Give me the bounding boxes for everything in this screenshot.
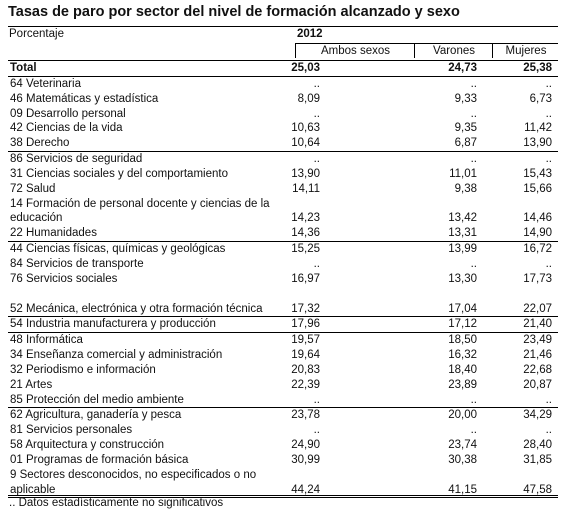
value-varones: 23,74 <box>448 439 477 452</box>
value-mujeres: 47,58 <box>523 483 552 496</box>
table-row <box>8 272 558 287</box>
value-mujeres: .. <box>545 107 552 120</box>
table-row <box>8 317 558 333</box>
row-label: 62 Agricultura, ganadería y pesca <box>10 409 182 422</box>
table-row <box>8 167 558 182</box>
value-varones: .. <box>470 153 477 166</box>
value-mujeres: 22,68 <box>523 363 552 376</box>
value-ambos: 10,63 <box>291 122 320 135</box>
row-label: 81 Servicios personales <box>10 424 133 437</box>
table-row <box>8 453 558 468</box>
value-mujeres: 11,42 <box>524 122 552 135</box>
value-mujeres: 13,90 <box>523 137 552 150</box>
row-label: 46 Matemáticas y estadística <box>10 92 159 105</box>
value-varones: 13,30 <box>448 272 477 285</box>
table-title: Tasas de paro por sector del nivel de formación alcanzado y sexo <box>8 4 460 20</box>
row-label: 9 Sectores desconocidos, no especificados o no aplicable <box>10 468 257 496</box>
value-varones: 17,12 <box>448 318 477 331</box>
table-row <box>8 302 558 318</box>
row-label: 22 Humanidades <box>10 227 97 240</box>
value-varones: .. <box>470 257 477 270</box>
value-mujeres: 15,66 <box>523 182 552 195</box>
value-varones: .. <box>470 107 477 120</box>
value-varones: 18,50 <box>448 334 477 347</box>
data-table <box>8 61 558 498</box>
value-ambos: 30,99 <box>291 453 320 466</box>
value-mujeres: .. <box>545 77 552 90</box>
table-row <box>8 77 558 92</box>
value-ambos: 16,97 <box>291 272 320 285</box>
value-ambos: .. <box>313 153 320 166</box>
table-row <box>8 92 558 107</box>
value-mujeres: 21,46 <box>523 349 552 362</box>
value-mujeres: 31,85 <box>523 453 552 466</box>
table-row <box>8 197 558 227</box>
col-header-mujeres: Mujeres <box>492 44 559 58</box>
value-varones: 9,35 <box>454 122 477 135</box>
value-ambos: 24,90 <box>291 439 320 452</box>
table-row <box>8 423 558 438</box>
row-label: 09 Desarrollo personal <box>10 107 126 120</box>
value-ambos: .. <box>313 107 320 120</box>
value-ambos: .. <box>313 257 320 270</box>
value-mujeres: 25,38 <box>523 62 552 74</box>
value-ambos: 14,36 <box>291 227 320 240</box>
col-header-varones: Varones <box>414 44 493 58</box>
unit-label: Porcentaje <box>9 28 64 40</box>
value-varones: 13,31 <box>448 227 477 240</box>
table-row <box>8 226 558 242</box>
value-varones: .. <box>470 424 477 437</box>
row-label: 44 Ciencias físicas, químicas y geológicas <box>10 243 226 256</box>
year-header: 2012 <box>297 28 323 40</box>
value-mujeres: 34,29 <box>523 409 552 422</box>
value-mujeres: .. <box>545 153 552 166</box>
row-label: 32 Periodismo e información <box>10 363 156 376</box>
row-label: 85 Protección del medio ambiente <box>10 393 184 406</box>
value-mujeres: 21,40 <box>523 318 552 331</box>
row-label: 38 Derecho <box>10 137 70 150</box>
header-top-rule <box>8 26 558 27</box>
value-varones: 18,40 <box>448 363 477 376</box>
value-ambos: 20,83 <box>291 363 320 376</box>
table-row <box>8 242 558 257</box>
row-label: 14 Formación de personal docente y ciencias de la educación <box>10 197 270 225</box>
value-ambos: 15,25 <box>291 243 320 256</box>
row-label: 31 Ciencias sociales y del comportamiento <box>10 167 228 180</box>
row-label: 76 Servicios sociales <box>10 272 118 285</box>
value-varones: 20,00 <box>448 409 477 422</box>
value-varones: .. <box>470 393 477 406</box>
value-mujeres: 17,73 <box>523 272 552 285</box>
value-ambos: 17,96 <box>291 318 320 331</box>
value-ambos: 19,64 <box>291 349 320 362</box>
row-label: 54 Industria manufacturera y producción <box>10 318 216 331</box>
value-ambos: 44,24 <box>291 483 320 496</box>
value-mujeres: 14,46 <box>523 212 552 225</box>
value-varones: 13,99 <box>448 243 477 256</box>
value-varones: 13,42 <box>448 212 477 225</box>
value-varones: 16,32 <box>448 349 477 362</box>
value-mujeres: 20,87 <box>523 378 552 391</box>
value-ambos: 23,78 <box>291 409 320 422</box>
value-varones: 23,89 <box>448 378 477 391</box>
value-ambos: .. <box>313 424 320 437</box>
row-label: 72 Salud <box>10 182 56 195</box>
value-mujeres: .. <box>545 393 552 406</box>
table-row <box>8 152 558 167</box>
value-mujeres: 22,07 <box>523 302 552 315</box>
value-ambos: 10,64 <box>291 137 320 150</box>
value-varones: 30,38 <box>448 453 477 466</box>
value-varones: 11,01 <box>449 167 477 180</box>
value-mujeres: 15,43 <box>523 167 552 180</box>
value-varones: 6,87 <box>454 137 477 150</box>
row-label: 42 Ciencias de la vida <box>10 122 123 135</box>
table-row <box>8 438 558 453</box>
row-label: 34 Enseñanza comercial y administración <box>10 349 223 362</box>
value-ambos: 14,23 <box>291 212 320 225</box>
value-mujeres: 23,49 <box>523 334 552 347</box>
row-label: 01 Programas de formación básica <box>10 453 189 466</box>
row-label: 58 Arquitectura y construcción <box>10 439 165 452</box>
value-varones: 41,15 <box>448 483 477 496</box>
value-varones: 24,73 <box>448 62 477 74</box>
row-label: 21 Artes <box>10 378 53 391</box>
table-row <box>8 121 558 136</box>
table-row <box>8 182 558 197</box>
table-row <box>8 333 558 348</box>
footnote: .. Datos estadísticamente no significativos <box>9 497 224 509</box>
row-label: 86 Servicios de seguridad <box>10 153 143 166</box>
value-mujeres: 16,72 <box>523 243 552 256</box>
value-ambos: 22,39 <box>291 378 320 391</box>
value-ambos: 13,90 <box>291 167 320 180</box>
table-row <box>8 393 558 409</box>
value-varones: 9,33 <box>454 92 477 105</box>
value-mujeres: 14,90 <box>523 227 552 240</box>
value-mujeres: 6,73 <box>529 92 552 105</box>
value-ambos: .. <box>313 77 320 90</box>
value-ambos: 14,11 <box>292 182 320 195</box>
value-ambos: 25,03 <box>291 62 320 74</box>
value-ambos: 8,09 <box>297 92 320 105</box>
value-mujeres: .. <box>545 257 552 270</box>
row-label: 48 Informática <box>10 334 83 347</box>
table-row <box>8 61 558 77</box>
table-row <box>8 363 558 378</box>
table-row <box>8 257 558 272</box>
row-label: 64 Veterinaria <box>10 77 81 90</box>
table-row <box>8 136 558 152</box>
value-ambos: 17,32 <box>291 302 320 315</box>
value-varones: .. <box>470 77 477 90</box>
table-row <box>8 468 558 499</box>
value-ambos: 19,57 <box>291 334 320 347</box>
row-label: 84 Servicios de transporte <box>10 257 144 270</box>
value-mujeres: .. <box>545 424 552 437</box>
col-header-ambos: Ambos sexos <box>295 44 415 58</box>
value-mujeres: 28,40 <box>523 439 552 452</box>
table-row <box>8 107 558 122</box>
table-row <box>8 408 558 423</box>
row-label: Total <box>10 62 37 74</box>
table-row <box>8 348 558 363</box>
table-bottom-rule <box>8 495 558 496</box>
value-varones: 17,04 <box>448 302 477 315</box>
value-ambos: .. <box>313 393 320 406</box>
row-label: 52 Mecánica, electrónica y otra formación técnica <box>10 302 263 315</box>
value-varones: 9,38 <box>454 182 477 195</box>
table-row <box>8 378 558 393</box>
